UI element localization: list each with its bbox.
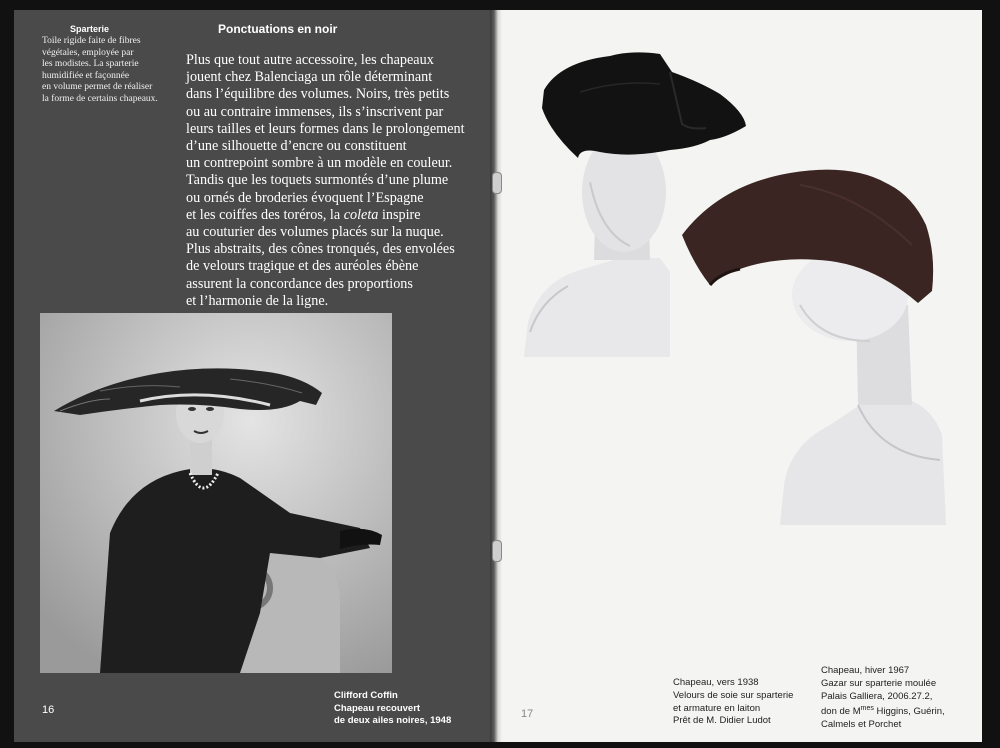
- fashion-photo: [40, 313, 392, 673]
- coleta-term: coleta: [343, 206, 379, 223]
- page-number-left: 16: [42, 704, 55, 716]
- gutter: [490, 10, 502, 742]
- caption-hat-1938: Chapeau, vers 1938 Velours de soie sur sparterie et armature en laiton Prêt de M. Didier Ludot: [673, 677, 794, 727]
- staple-bottom: [492, 540, 502, 562]
- body-text: Plus que tout autre accessoire, les chapeaux jouent chez Balenciaga un rôle déterminant dans l’équilibre des volumes. Noirs, très petits ou au contraire immenses, ils s’inscrivent par leurs tailles et leurs formes dans le prolongement d’une silhouette d’encre ou constituent un contrepoint sombre à un modèle en couleur. Tandis que les toquets surmontés d’une plume ou ornés de broderies évoquent l’Espagne et les coiffes des toréros, la coleta inspire au couturier des volumes placés sur la nuque. Plus abstraits, des cônes tronqués, des envolées de velours tragique et des auréoles ébène assurent la concordance des proportions et l’harmonie de la ligne.: [186, 52, 465, 309]
- photo-credit: Clifford Coffin Chapeau recouvert de deux ailes noires, 1948: [334, 690, 452, 726]
- glossary-term: Sparterie: [70, 24, 110, 34]
- page-number-right: 17: [521, 708, 534, 720]
- section-title: Ponctuations en noir: [218, 22, 338, 36]
- staple-top: [492, 172, 502, 194]
- hat-photo-1967: [680, 155, 956, 525]
- caption-hat-1967: Chapeau, hiver 1967 Gazar sur sparterie moulée Palais Galliera, 2006.27.2, don de $M^{mes}$ Higgins, Guérin, Calmels et Porchet: [821, 665, 945, 731]
- glossary-definition: Toile rigide faite de fibres végétales, employée par les modistes. La sparterie humidifiée et façonnée en volume permet de réaliser la forme de certains chapeaux.: [42, 36, 158, 104]
